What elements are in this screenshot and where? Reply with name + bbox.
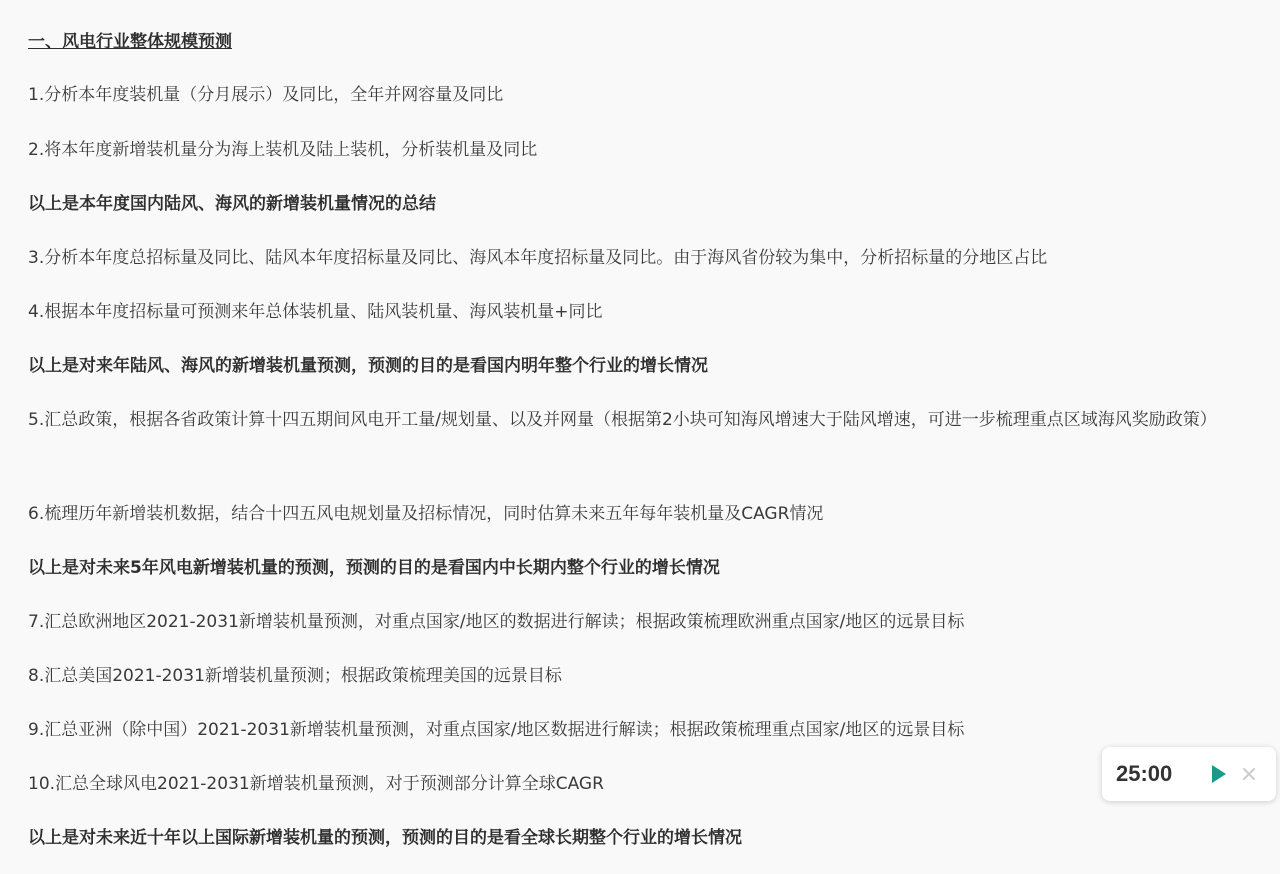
list-item: 5.汇总政策，根据各省政策计算十四五期间风电开工量/规划量、以及并网量（根据第2小块可知海风增速大于陆风增速，可进一步梳理重点区域海风奖励政策） [28,410,1217,430]
summary-line: 以上是对来年陆风、海风的新增装机量预测，预测的目的是看国内明年整个行业的增长情况 [28,356,708,376]
close-icon[interactable] [1238,763,1260,785]
play-icon[interactable] [1207,763,1229,785]
list-item: 8.汇总美国2021-2031新增装机量预测；根据政策梳理美国的远景目标 [28,666,562,686]
list-item: 6.梳理历年新增装机数据，结合十四五风电规划量及招标情况，同时估算未来五年每年装机量及CAGR情况 [28,504,824,524]
list-item: 2.将本年度新增装机量分为海上装机及陆上装机，分析装机量及同比 [28,140,538,160]
summary-line: 以上是对未来5年风电新增装机量的预测，预测的目的是看国内中长期内整个行业的增长情况 [28,558,720,578]
section-heading: 一、风电行业整体规模预测 [28,32,232,52]
list-item: 7.汇总欧洲地区2021-2031新增装机量预测，对重点国家/地区的数据进行解读；根据政策梳理欧洲重点国家/地区的远景目标 [28,612,965,632]
summary-line: 以上是本年度国内陆风、海风的新增装机量情况的总结 [28,194,436,214]
list-item: 3.分析本年度总招标量及同比、陆风本年度招标量及同比、海风本年度招标量及同比。由于海风省份较为集中，分析招标量的分地区占比 [28,248,1048,268]
list-item: 4.根据本年度招标量可预测来年总体装机量、陆风装机量、海风装机量+同比 [28,302,603,322]
timer-display: 25:00 [1116,761,1173,786]
pomodoro-timer-widget [1102,747,1276,801]
list-item: 9.汇总亚洲（除中国）2021-2031新增装机量预测，对重点国家/地区数据进行解读；根据政策梳理重点国家/地区的远景目标 [28,720,965,740]
list-item: 10.汇总全球风电2021-2031新增装机量预测，对于预测部分计算全球CAGR [28,774,604,794]
list-item: 1.分析本年度装机量（分月展示）及同比，全年并网容量及同比 [28,85,504,105]
summary-line: 以上是对未来近十年以上国际新增装机量的预测，预测的目的是看全球长期整个行业的增长情况 [28,828,742,848]
